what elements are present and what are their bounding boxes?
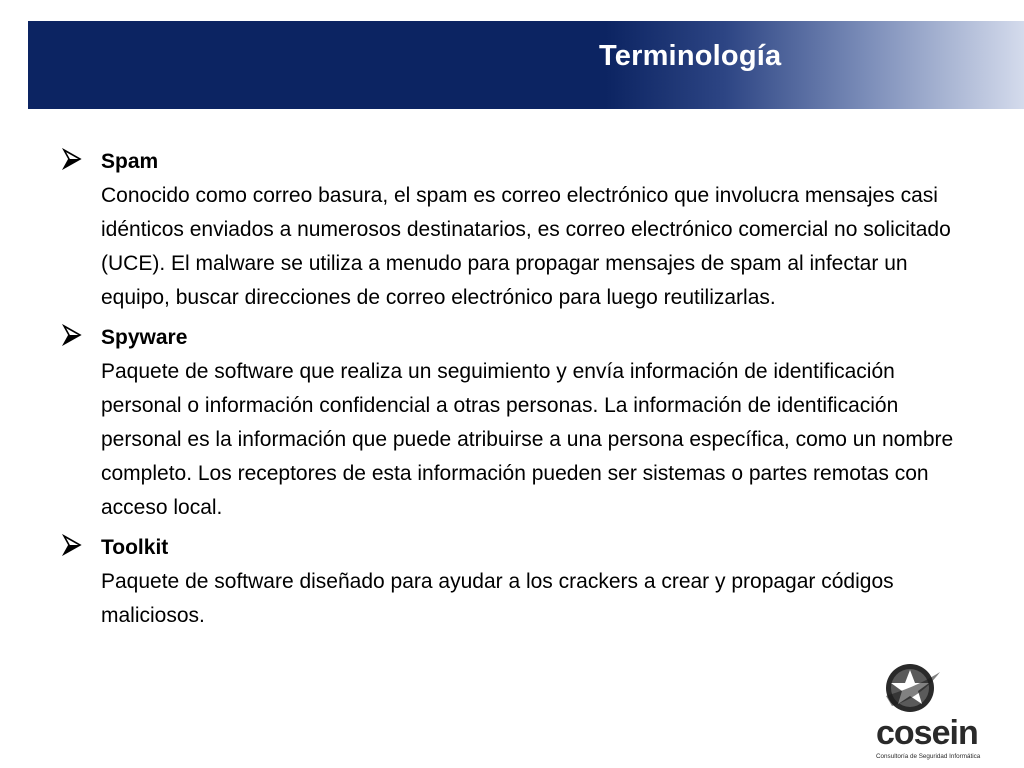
term-list — [62, 145, 972, 639]
term-title: Spyware — [101, 326, 188, 349]
term-description: Paquete de software diseñado para ayudar a los crackers a crear y propagar códigos maliciosos. — [101, 570, 894, 627]
cosein-logo — [868, 662, 988, 764]
svg-text:Consultoría de Seguridad Infor: Consultoría de Seguridad Informática — [876, 753, 981, 760]
term-title: Toolkit — [101, 536, 169, 559]
slide-title: Terminología — [599, 40, 782, 72]
star-logo-icon — [886, 664, 940, 712]
term-title: Spam — [101, 150, 159, 173]
arrowhead-bullet-icon — [62, 324, 82, 346]
arrowhead-bullet-icon — [62, 534, 82, 556]
arrowhead-bullet-icon — [62, 148, 82, 170]
term-item-toolkit — [62, 531, 972, 633]
title-bar — [28, 21, 1024, 109]
term-item-spyware — [62, 321, 972, 525]
term-description: Paquete de software que realiza un seguimiento y envía información de identificación personal o información confidencial a otras personas. La información de identificación personal es la información que puede atribuirse a una persona específica, como un nombre completo. Los receptores de esta información pueden ser sistemas o partes remotas con acceso local. — [101, 360, 954, 519]
term-item-spam — [62, 145, 972, 315]
term-description: Conocido como correo basura, el spam es correo electrónico que involucra mensajes casi idénticos enviados a numerosos destinatarios, es correo electrónico comercial no solicitado (UCE). El malware se utiliza a menudo para propagar mensajes de spam al infectar un equipo, buscar direcciones de correo electrónico para luego reutilizarlas. — [101, 184, 951, 309]
svg-text:cosein: cosein — [876, 714, 978, 752]
